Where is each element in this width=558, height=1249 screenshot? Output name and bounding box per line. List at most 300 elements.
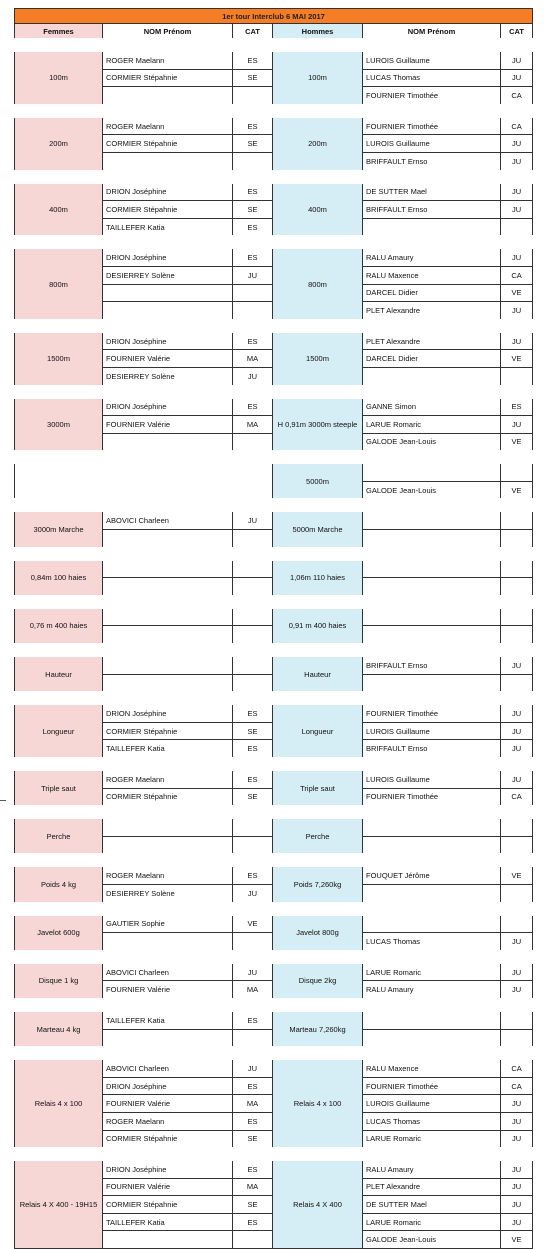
athlete-name-femmes: FOURNIER Valérie <box>103 981 233 1001</box>
group-spacer <box>15 1000 533 1009</box>
athlete-name-hommes: GALODE Jean-Louis <box>363 1231 501 1249</box>
athlete-cat-femmes <box>233 817 273 837</box>
athlete-cat-femmes <box>233 302 273 322</box>
event-hommes: Relais 4 X 400 <box>273 1159 363 1249</box>
table-row <box>15 510 533 530</box>
athlete-name-hommes: FOURNIER Timothée <box>363 703 501 723</box>
athlete-name-hommes: FOURNIER Timothée <box>363 115 501 135</box>
event-hommes: 0,91 m 400 haies <box>273 606 363 645</box>
athlete-cat-femmes: SE <box>233 69 273 87</box>
event-hommes: Marteau 7,260kg <box>273 1009 363 1048</box>
athlete-cat-hommes: JU <box>501 722 533 740</box>
athlete-name-femmes: DRION Joséphine <box>103 1077 233 1095</box>
athlete-cat-hommes: JU <box>501 69 533 87</box>
header-cat-hommes: CAT <box>501 24 533 41</box>
athlete-name-hommes: DE SUTTER Mael <box>363 181 501 201</box>
athlete-name-femmes: DRION Joséphine <box>103 703 233 723</box>
athlete-cat-femmes: MA <box>233 1095 273 1113</box>
group-spacer <box>15 952 533 961</box>
athlete-name-hommes <box>363 510 501 530</box>
table-row <box>15 1009 533 1029</box>
athlete-cat-hommes <box>501 530 533 550</box>
athlete-name-hommes <box>363 674 501 694</box>
athlete-name-hommes: LUROIS Guillaume <box>363 50 501 70</box>
athlete-cat-femmes <box>233 1231 273 1249</box>
athlete-cat-femmes <box>233 530 273 550</box>
athlete-name-hommes <box>363 1029 501 1049</box>
event-femmes: 400m <box>15 181 103 238</box>
table-row <box>15 181 533 201</box>
athlete-cat-hommes: VE <box>501 433 533 453</box>
athlete-name-hommes: BRIFFAULT Ernso <box>363 655 501 675</box>
table-row <box>15 1058 533 1078</box>
athlete-cat-hommes: JU <box>501 416 533 434</box>
event-hommes: 200m <box>273 115 363 172</box>
athlete-name-hommes: RALU Amaury <box>363 247 501 267</box>
spacer-cell <box>15 646 533 655</box>
table-row <box>15 247 533 267</box>
athlete-name-hommes <box>363 367 501 387</box>
header-row <box>15 24 533 41</box>
athlete-cat-hommes <box>501 913 533 933</box>
event-femmes: Longueur <box>15 703 103 760</box>
header-cat-femmes: CAT <box>233 24 273 41</box>
athlete-name-femmes <box>103 1231 233 1249</box>
event-femmes: Triple saut <box>15 769 103 808</box>
table-row <box>15 330 533 350</box>
athlete-name-hommes: PLET Alexandre <box>363 330 501 350</box>
athlete-cat-hommes: CA <box>501 266 533 284</box>
athlete-cat-hommes: JU <box>501 201 533 219</box>
group-spacer <box>15 321 533 330</box>
athlete-cat-hommes: ES <box>501 396 533 416</box>
athlete-cat-femmes: ES <box>233 1213 273 1231</box>
event-femmes: 200m <box>15 115 103 172</box>
athlete-name-femmes: CORMIER Stépahnie <box>103 69 233 87</box>
athlete-name-hommes: LUCAS Thomas <box>363 69 501 87</box>
athlete-name-hommes: FOUQUET Jérôme <box>363 865 501 885</box>
athlete-cat-hommes: VE <box>501 865 533 885</box>
athlete-cat-hommes <box>501 606 533 626</box>
athlete-cat-hommes: JU <box>501 302 533 322</box>
group-spacer <box>15 172 533 181</box>
spacer-cell <box>15 597 533 606</box>
spacer-cell <box>15 694 533 703</box>
athlete-cat-hommes <box>501 817 533 837</box>
athlete-cat-hommes: JU <box>501 961 533 981</box>
athlete-name-femmes: CORMIER Stépahnie <box>103 201 233 219</box>
event-femmes: 0,84m 100 haies <box>15 558 103 597</box>
athlete-cat-femmes: ES <box>233 247 273 267</box>
event-hommes: Poids 7,260kg <box>273 865 363 904</box>
group-spacer <box>15 106 533 115</box>
athlete-cat-hommes: VE <box>501 350 533 368</box>
table-row <box>15 865 533 885</box>
event-femmes: Poids 4 kg <box>15 865 103 904</box>
athlete-name-hommes: LARUE Romaric <box>363 416 501 434</box>
athlete-name-hommes: DARCEL Didier <box>363 350 501 368</box>
athlete-name-hommes <box>363 606 501 626</box>
athlete-cat-hommes: JU <box>501 1213 533 1231</box>
spacer-cell <box>15 1000 533 1009</box>
table-row <box>15 913 533 933</box>
athlete-name-hommes <box>363 530 501 550</box>
athlete-cat-hommes: JU <box>501 1159 533 1179</box>
athlete-cat-femmes: ES <box>233 1077 273 1095</box>
femmes-blank-cell <box>15 462 273 501</box>
athlete-name-femmes: DRION Joséphine <box>103 247 233 267</box>
event-femmes: 1500m <box>15 330 103 387</box>
event-femmes: Hauteur <box>15 655 103 694</box>
athlete-name-hommes <box>363 884 501 904</box>
athlete-cat-hommes: JU <box>501 1112 533 1130</box>
athlete-cat-hommes <box>501 1009 533 1029</box>
athlete-cat-hommes <box>501 884 533 904</box>
athlete-name-femmes: CORMIER Stépahnie <box>103 135 233 153</box>
athlete-name-hommes <box>363 578 501 598</box>
athlete-name-femmes: ROGER Maelann <box>103 1112 233 1130</box>
athlete-name-hommes: FOURNIER Timothée <box>363 788 501 808</box>
athlete-name-femmes: TAILLEFER Katia <box>103 1213 233 1231</box>
event-femmes: Javelot 600g <box>15 913 103 952</box>
athlete-cat-femmes: ES <box>233 396 273 416</box>
event-hommes: 5000m <box>273 462 363 501</box>
athlete-cat-femmes: JU <box>233 367 273 387</box>
athlete-cat-hommes <box>501 1029 533 1049</box>
athlete-name-femmes <box>103 558 233 578</box>
athlete-cat-hommes: CA <box>501 788 533 808</box>
athlete-cat-hommes: JU <box>501 933 533 953</box>
event-hommes: 400m <box>273 181 363 238</box>
athlete-name-femmes: ROGER Maelann <box>103 115 233 135</box>
athlete-cat-femmes: ES <box>233 740 273 760</box>
athlete-cat-femmes <box>233 606 273 626</box>
event-femmes: 0,76 m 400 haies <box>15 606 103 645</box>
event-hommes: Perche <box>273 817 363 856</box>
athlete-name-hommes: FOURNIER Timothée <box>363 1077 501 1095</box>
event-hommes: Relais 4 x 100 <box>273 1058 363 1150</box>
athlete-name-femmes <box>103 284 233 302</box>
athlete-name-femmes: FOURNIER Valérie <box>103 416 233 434</box>
spacer-cell <box>15 41 533 50</box>
event-hommes: 1,06m 110 haies <box>273 558 363 597</box>
athlete-name-femmes: CORMIER Stépahnie <box>103 1196 233 1214</box>
header-femmes: Femmes <box>15 24 103 41</box>
event-femmes: 800m <box>15 247 103 321</box>
event-hommes: Longueur <box>273 703 363 760</box>
spacer-cell <box>15 387 533 396</box>
spacer-cell <box>15 904 533 913</box>
spacer-cell <box>15 760 533 769</box>
athlete-cat-femmes <box>233 433 273 453</box>
athlete-name-hommes: RALU Amaury <box>363 981 501 1001</box>
athlete-name-femmes: DESIERREY Solène <box>103 367 233 387</box>
athlete-name-hommes: LARUE Romaric <box>363 961 501 981</box>
margin-tick <box>0 800 6 801</box>
athlete-name-femmes: FOURNIER Valérie <box>103 1178 233 1196</box>
spacer-cell <box>15 106 533 115</box>
athlete-cat-hommes: JU <box>501 181 533 201</box>
athlete-cat-hommes: JU <box>501 1178 533 1196</box>
athlete-cat-femmes: VE <box>233 913 273 933</box>
event-femmes: Marteau 4 kg <box>15 1009 103 1048</box>
athlete-name-femmes: ROGER Maelann <box>103 50 233 70</box>
group-spacer <box>15 41 533 50</box>
athlete-name-hommes: GALODE Jean-Louis <box>363 481 501 501</box>
spacer-cell <box>15 1049 533 1058</box>
athlete-cat-femmes: JU <box>233 884 273 904</box>
athlete-name-hommes <box>363 1009 501 1029</box>
athlete-name-hommes: BRIFFAULT Ernso <box>363 152 501 172</box>
athlete-cat-hommes: CA <box>501 87 533 107</box>
sheet-title: 1er tour Interclub 6 MAI 2017 <box>15 9 533 24</box>
athlete-cat-femmes: SE <box>233 1130 273 1150</box>
table-row <box>15 769 533 789</box>
athlete-name-femmes: CORMIER Stépahnie <box>103 722 233 740</box>
table-row <box>15 961 533 981</box>
athlete-name-femmes: ABOVICI Charleen <box>103 1058 233 1078</box>
athlete-name-femmes: DRION Joséphine <box>103 330 233 350</box>
title-row <box>15 9 533 24</box>
athlete-name-hommes: GANNE Simon <box>363 396 501 416</box>
athlete-name-femmes <box>103 933 233 953</box>
spacer-cell <box>15 856 533 865</box>
athlete-name-femmes: DESIERREY Solène <box>103 884 233 904</box>
event-femmes: Relais 4 X 400 - 19H15 <box>15 1159 103 1249</box>
header-hommes: Hommes <box>273 24 363 41</box>
athlete-name-femmes: ROGER Maelann <box>103 865 233 885</box>
athlete-cat-hommes: VE <box>501 1231 533 1249</box>
group-spacer <box>15 808 533 817</box>
athlete-cat-femmes: MA <box>233 1178 273 1196</box>
event-hommes: 100m <box>273 50 363 107</box>
event-hommes: Triple saut <box>273 769 363 808</box>
athlete-cat-femmes: ES <box>233 1112 273 1130</box>
athlete-cat-hommes: VE <box>501 481 533 501</box>
athlete-name-hommes <box>363 462 501 482</box>
athlete-cat-hommes <box>501 218 533 238</box>
athlete-name-hommes: LUCAS Thomas <box>363 933 501 953</box>
athlete-cat-femmes: JU <box>233 1058 273 1078</box>
spacer-cell <box>15 321 533 330</box>
event-femmes: 3000m Marche <box>15 510 103 549</box>
athlete-cat-hommes: JU <box>501 740 533 760</box>
event-hommes: H 0,91m 3000m steeple <box>273 396 363 453</box>
athlete-name-femmes <box>103 655 233 675</box>
header-nom-femmes: NOM Prénom <box>103 24 233 41</box>
athlete-cat-hommes: CA <box>501 1077 533 1095</box>
athlete-name-femmes: ABOVICI Charleen <box>103 961 233 981</box>
athlete-cat-hommes: VE <box>501 284 533 302</box>
athlete-name-femmes <box>103 530 233 550</box>
event-femmes: 100m <box>15 50 103 107</box>
athlete-name-femmes: TAILLEFER Katia <box>103 218 233 238</box>
athlete-cat-hommes: JU <box>501 981 533 1001</box>
athlete-name-femmes <box>103 674 233 694</box>
athlete-cat-femmes <box>233 558 273 578</box>
athlete-cat-hommes: JU <box>501 50 533 70</box>
athlete-cat-femmes: ES <box>233 1009 273 1029</box>
athlete-cat-hommes: JU <box>501 1196 533 1214</box>
table-row <box>15 396 533 416</box>
athlete-cat-hommes <box>501 558 533 578</box>
athlete-cat-femmes: ES <box>233 218 273 238</box>
athlete-name-femmes <box>103 302 233 322</box>
athlete-cat-femmes: ES <box>233 330 273 350</box>
athlete-name-hommes <box>363 817 501 837</box>
athlete-name-femmes: TAILLEFER Katia <box>103 1009 233 1029</box>
event-hommes: Javelot 800g <box>273 913 363 952</box>
athlete-cat-femmes <box>233 674 273 694</box>
athlete-name-femmes: ROGER Maelann <box>103 769 233 789</box>
athlete-cat-femmes <box>233 152 273 172</box>
athlete-name-femmes <box>103 87 233 107</box>
athlete-name-hommes: DARCEL Didier <box>363 284 501 302</box>
group-spacer <box>15 760 533 769</box>
group-spacer <box>15 856 533 865</box>
table-row <box>15 655 533 675</box>
athlete-cat-femmes: JU <box>233 266 273 284</box>
event-hommes: Hauteur <box>273 655 363 694</box>
athlete-cat-hommes <box>501 367 533 387</box>
athlete-name-hommes: PLET Alexandre <box>363 302 501 322</box>
spacer-cell <box>15 952 533 961</box>
table-row <box>15 1159 533 1179</box>
athlete-cat-hommes: JU <box>501 330 533 350</box>
table-row <box>15 462 533 482</box>
athlete-name-hommes <box>363 218 501 238</box>
athlete-cat-hommes: JU <box>501 152 533 172</box>
athlete-name-femmes: DRION Joséphine <box>103 1159 233 1179</box>
athlete-name-femmes <box>103 578 233 598</box>
athlete-name-hommes: RALU Maxence <box>363 1058 501 1078</box>
event-hommes: Disque 2kg <box>273 961 363 1000</box>
athlete-cat-femmes: JU <box>233 510 273 530</box>
athlete-name-hommes: BRIFFAULT Ernso <box>363 201 501 219</box>
athlete-cat-hommes: JU <box>501 1130 533 1150</box>
athlete-name-hommes: GALODE Jean-Louis <box>363 433 501 453</box>
athlete-cat-femmes: ES <box>233 1159 273 1179</box>
athlete-cat-hommes: JU <box>501 703 533 723</box>
athlete-name-hommes <box>363 913 501 933</box>
athlete-cat-femmes <box>233 655 273 675</box>
athlete-cat-femmes <box>233 836 273 856</box>
athlete-cat-femmes: SE <box>233 788 273 808</box>
athlete-name-hommes <box>363 558 501 578</box>
group-spacer <box>15 904 533 913</box>
athlete-cat-femmes: SE <box>233 201 273 219</box>
athlete-cat-femmes: SE <box>233 722 273 740</box>
athlete-cat-hommes: JU <box>501 1095 533 1113</box>
athlete-name-hommes: LUCAS Thomas <box>363 1112 501 1130</box>
athlete-cat-femmes <box>233 626 273 646</box>
athlete-cat-femmes: ES <box>233 50 273 70</box>
athlete-cat-femmes: ES <box>233 703 273 723</box>
table-row <box>15 817 533 837</box>
athlete-name-femmes: CORMIER Stépahnie <box>103 788 233 808</box>
interclub-sheet <box>14 8 532 1249</box>
athlete-cat-hommes: JU <box>501 247 533 267</box>
header-nom-hommes: NOM Prénom <box>363 24 501 41</box>
athlete-cat-femmes <box>233 87 273 107</box>
athlete-name-hommes: RALU Maxence <box>363 266 501 284</box>
athlete-cat-femmes: SE <box>233 1196 273 1214</box>
athlete-name-femmes: GAUTIER Sophie <box>103 913 233 933</box>
spacer-cell <box>15 172 533 181</box>
athlete-name-hommes <box>363 836 501 856</box>
athlete-cat-femmes <box>233 1029 273 1049</box>
spacer-cell <box>15 808 533 817</box>
athlete-cat-femmes: MA <box>233 981 273 1001</box>
athlete-cat-hommes: CA <box>501 115 533 135</box>
athlete-cat-femmes <box>233 284 273 302</box>
athlete-name-hommes: BRIFFAULT Ernso <box>363 740 501 760</box>
event-hommes: 800m <box>273 247 363 321</box>
group-spacer <box>15 387 533 396</box>
athlete-name-hommes: FOURNIER Timothée <box>363 87 501 107</box>
athlete-cat-femmes: ES <box>233 865 273 885</box>
table-row <box>15 558 533 578</box>
group-spacer <box>15 549 533 558</box>
athlete-name-hommes: LARUE Romaric <box>363 1213 501 1231</box>
athlete-name-hommes: RALU Amaury <box>363 1159 501 1179</box>
athlete-cat-hommes: CA <box>501 1058 533 1078</box>
event-femmes: Relais 4 x 100 <box>15 1058 103 1150</box>
table-row <box>15 50 533 70</box>
athlete-cat-hommes <box>501 578 533 598</box>
athlete-cat-hommes: JU <box>501 135 533 153</box>
spacer-cell <box>15 1150 533 1159</box>
athlete-cat-hommes <box>501 510 533 530</box>
athlete-cat-femmes <box>233 933 273 953</box>
athlete-cat-hommes <box>501 674 533 694</box>
athlete-cat-hommes <box>501 462 533 482</box>
spacer-cell <box>15 453 533 462</box>
athlete-name-femmes <box>103 606 233 626</box>
athlete-name-femmes <box>103 817 233 837</box>
athlete-cat-hommes: JU <box>501 655 533 675</box>
athlete-name-femmes <box>103 626 233 646</box>
athlete-cat-femmes: JU <box>233 961 273 981</box>
table-row <box>15 606 533 626</box>
group-spacer <box>15 238 533 247</box>
group-spacer <box>15 694 533 703</box>
athlete-name-femmes: ABOVICI Charleen <box>103 510 233 530</box>
table-row <box>15 115 533 135</box>
event-femmes: 3000m <box>15 396 103 453</box>
athlete-cat-femmes: MA <box>233 416 273 434</box>
event-hommes: 5000m Marche <box>273 510 363 549</box>
event-femmes: Disque 1 kg <box>15 961 103 1000</box>
athlete-name-hommes: DE SUTTER Mael <box>363 1196 501 1214</box>
athlete-name-hommes: LUROIS Guillaume <box>363 1095 501 1113</box>
athlete-cat-hommes <box>501 836 533 856</box>
athlete-cat-femmes: SE <box>233 135 273 153</box>
athlete-cat-femmes <box>233 578 273 598</box>
event-femmes: Perche <box>15 817 103 856</box>
spacer-cell <box>15 501 533 510</box>
athlete-name-femmes: FOURNIER Valérie <box>103 1095 233 1113</box>
athlete-name-femmes: DESIERREY Solène <box>103 266 233 284</box>
athlete-name-femmes <box>103 433 233 453</box>
athlete-cat-femmes: ES <box>233 769 273 789</box>
athlete-name-femmes <box>103 1029 233 1049</box>
athlete-name-femmes: DRION Joséphine <box>103 181 233 201</box>
athlete-cat-femmes: ES <box>233 181 273 201</box>
athlete-name-hommes: LARUE Romaric <box>363 1130 501 1150</box>
group-spacer <box>15 1049 533 1058</box>
event-hommes: 1500m <box>273 330 363 387</box>
